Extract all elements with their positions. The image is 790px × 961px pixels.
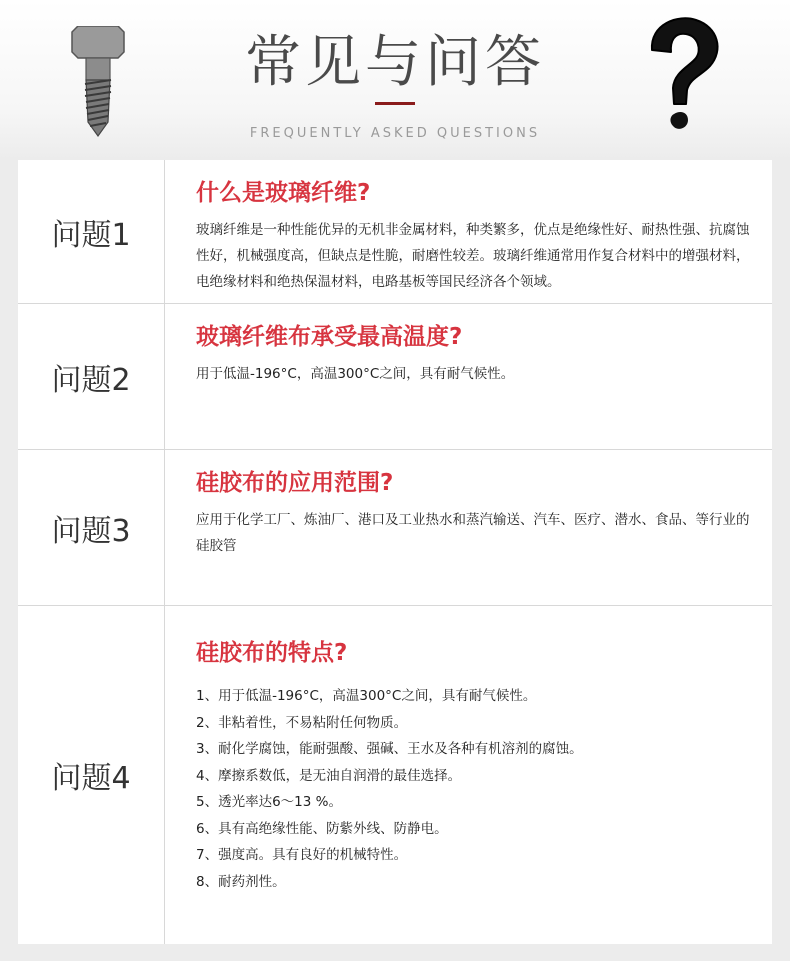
- faq-answer: 用于低温-196°C，高温300°C之间，具有耐气候性。: [196, 366, 515, 382]
- page-subtitle: FREQUENTLY ASKED QUESTIONS: [249, 126, 541, 141]
- faq-answer: 应用于化学工厂、炼油厂、港口及工业热水和蒸汽输送、汽车、医疗、潜水、食品、等行业的硅胶管: [196, 512, 750, 554]
- list-item: 8、耐药剂性。: [196, 873, 286, 890]
- faq-answer: 玻璃纤维是一种性能优异的无机非金属材料，种类繁多，优点是绝缘性好、耐热性强、抗腐蚀性好，机械强度高，但缺点是性脆，耐磨性较差。玻璃纤维通常用作复合材料中的增强材料，电绝缘材料和绝热保温材料，电路基板等国民经济各个领域。: [196, 222, 750, 290]
- list-item: 5、透光率达6～13 %。: [196, 794, 342, 810]
- list-item: 2、非粘着性，不易粘附任何物质。: [196, 714, 408, 731]
- list-item: 6、具有高绝缘性能、防紫外线、防静电。: [196, 820, 448, 837]
- page-title: 常见与问答: [245, 30, 545, 95]
- faq-question: 什么是玻璃纤维?: [196, 180, 371, 206]
- title-underline: [375, 102, 415, 105]
- faq-row: [18, 304, 772, 450]
- faq-label: 问题4: [18, 606, 165, 944]
- faq-question: 硅胶布的特点?: [196, 640, 348, 666]
- faq-label: 问题2: [18, 304, 165, 449]
- question-mark-icon: [640, 12, 730, 137]
- list-item: 3、耐化学腐蚀，能耐强酸、强碱、王水及各种有机溶剂的腐蚀。: [196, 741, 583, 757]
- faq-row: [18, 450, 772, 606]
- faq-question: 玻璃纤维布承受最高温度?: [196, 324, 463, 350]
- page-header: [0, 0, 790, 160]
- list-item: 7、强度高。具有良好的机械特性。: [196, 847, 408, 863]
- faq-row: [18, 606, 772, 944]
- faq-table: [18, 160, 772, 944]
- faq-label: 问题3: [18, 450, 165, 605]
- faq-question: 硅胶布的应用范围?: [196, 470, 394, 496]
- faq-label: 问题1: [18, 160, 165, 303]
- feature-list: [196, 683, 756, 895]
- faq-row: [18, 160, 772, 304]
- list-item: 1、用于低温-196°C，高温300°C之间，具有耐气候性。: [196, 688, 537, 704]
- list-item: 4、摩擦系数低，是无油自润滑的最佳选择。: [196, 767, 462, 784]
